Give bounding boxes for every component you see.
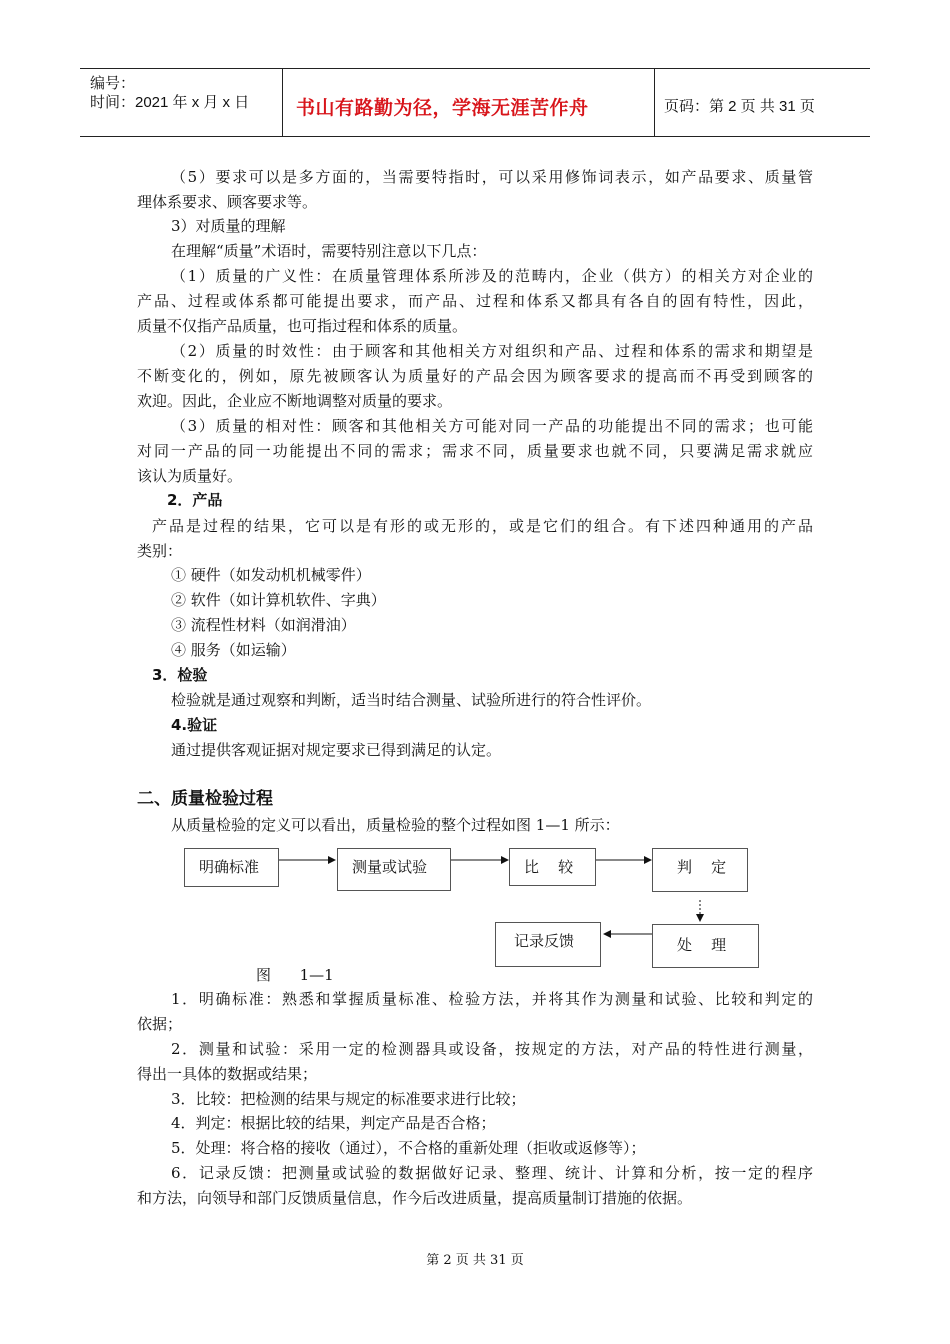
text-line: 产品、过程或体系都可能提出要求，而产品、过程和体系又都具有各自的固有特性，因此， bbox=[137, 292, 813, 310]
text-line: （3）质量的相对性：顾客和其他相关方可能对同一产品的功能提出不同的需求；也可能 bbox=[171, 417, 813, 435]
flow-box-handle: 处 理 bbox=[652, 924, 759, 968]
step-line: 1．明确标准：熟悉和掌握质量标准、检验方法，并将其作为测量和试验、比较和判定的 bbox=[171, 990, 813, 1008]
text-line: （1）质量的广义性：在质量管理体系所涉及的范畴内，企业（供方）的相关方对企业的 bbox=[171, 267, 813, 285]
figure-caption: 图 1—1 bbox=[256, 966, 334, 984]
step-line: 得出一具体的数据或结果； bbox=[137, 1065, 318, 1083]
text-line: 质量不仅指产品质量，也可指过程和体系的质量。 bbox=[137, 317, 468, 335]
step-line: 5．处理：将合格的接收（通过），不合格的重新处理（拒收或返修等）； bbox=[171, 1139, 646, 1157]
text-line: 产品是过程的结果，它可以是有形的或无形的，或是它们的组合。有下述四种通用的产品 bbox=[152, 517, 813, 535]
text-line: 该认为质量好。 bbox=[137, 467, 243, 485]
list-item: ① 硬件（如发动机机械零件） bbox=[171, 566, 371, 584]
section-heading-product: 2．产品 bbox=[167, 491, 223, 509]
step-line: 3．比较：把检测的结果与规定的标准要求进行比较； bbox=[171, 1090, 526, 1108]
text-line: 3）对质量的理解 bbox=[171, 217, 286, 235]
text-line: 从质量检验的定义可以看出，质量检验的整个过程如图 1—1 所示： bbox=[171, 816, 620, 834]
text-line: 对同一产品的同一功能提出不同的需求；需求不同，质量要求也就不同，只要满足需求就应 bbox=[137, 442, 813, 460]
text-line: 检验就是通过观察和判断，适当时结合测量、试验所进行的符合性评价。 bbox=[171, 691, 652, 709]
text-line: （2）质量的时效性：由于顾客和其他相关方对组织和产品、过程和体系的需求和期望是 bbox=[171, 342, 813, 360]
step-line: 4．判定：根据比较的结果，判定产品是否合格； bbox=[171, 1114, 496, 1132]
chapter-heading: 二、质量检验过程 bbox=[137, 789, 273, 809]
serial-label: 编号： bbox=[90, 75, 136, 92]
flow-box-compare: 比 较 bbox=[509, 848, 596, 886]
section-heading-verification: 4.验证 bbox=[171, 716, 218, 734]
page-footer: 第 2 页 共 31 页 bbox=[426, 1253, 524, 1268]
flow-box-standard: 明确标准 bbox=[184, 848, 279, 887]
flow-box-measure: 测量或试验 bbox=[337, 848, 451, 891]
text-line: 欢迎。因此，企业应不断地调整对质量的要求。 bbox=[137, 392, 453, 410]
motto: 书山有路勤为径，学海无涯苦作舟 bbox=[296, 97, 589, 119]
date-line: 时间：2021 年 x 月 x 日 bbox=[90, 94, 250, 111]
text-line: 通过提供客观证据对规定要求已得到满足的认定。 bbox=[171, 741, 502, 759]
text-line: 在理解“质量”术语时，需要特别注意以下几点： bbox=[171, 242, 487, 260]
page-info: 页码：第 2 页 共 31 页 bbox=[664, 98, 815, 115]
text-line: 不断变化的，例如，原先被顾客认为质量好的产品会因为顾客要求的提高而不再受到顾客的 bbox=[137, 367, 813, 385]
text-line: （5）要求可以是多方面的，当需要特指时，可以采用修饰词表示，如产品要求、质量管 bbox=[171, 168, 813, 186]
flow-box-record: 记录反馈 bbox=[495, 922, 601, 967]
step-line: 和方法，向领导和部门反馈质量信息，作今后改进质量，提高质量制订措施的依据。 bbox=[137, 1189, 693, 1207]
list-item: ③ 流程性材料（如润滑油） bbox=[171, 616, 356, 634]
step-line: 2．测量和试验：采用一定的检测器具或设备，按规定的方法，对产品的特性进行测量， bbox=[171, 1040, 813, 1058]
step-line: 6．记录反馈：把测量或试验的数据做好记录、整理、统计、计算和分析，按一定的程序 bbox=[171, 1164, 813, 1182]
text-line: 理体系要求、顾客要求等。 bbox=[137, 193, 318, 211]
text-line: 类别： bbox=[137, 542, 183, 560]
step-line: 依据； bbox=[137, 1015, 183, 1033]
list-item: ④ 服务（如运输） bbox=[171, 641, 296, 659]
flow-box-judge: 判 定 bbox=[652, 848, 748, 892]
section-heading-inspection: 3．检验 bbox=[152, 666, 208, 684]
list-item: ② 软件（如计算机软件、字典） bbox=[171, 591, 386, 609]
